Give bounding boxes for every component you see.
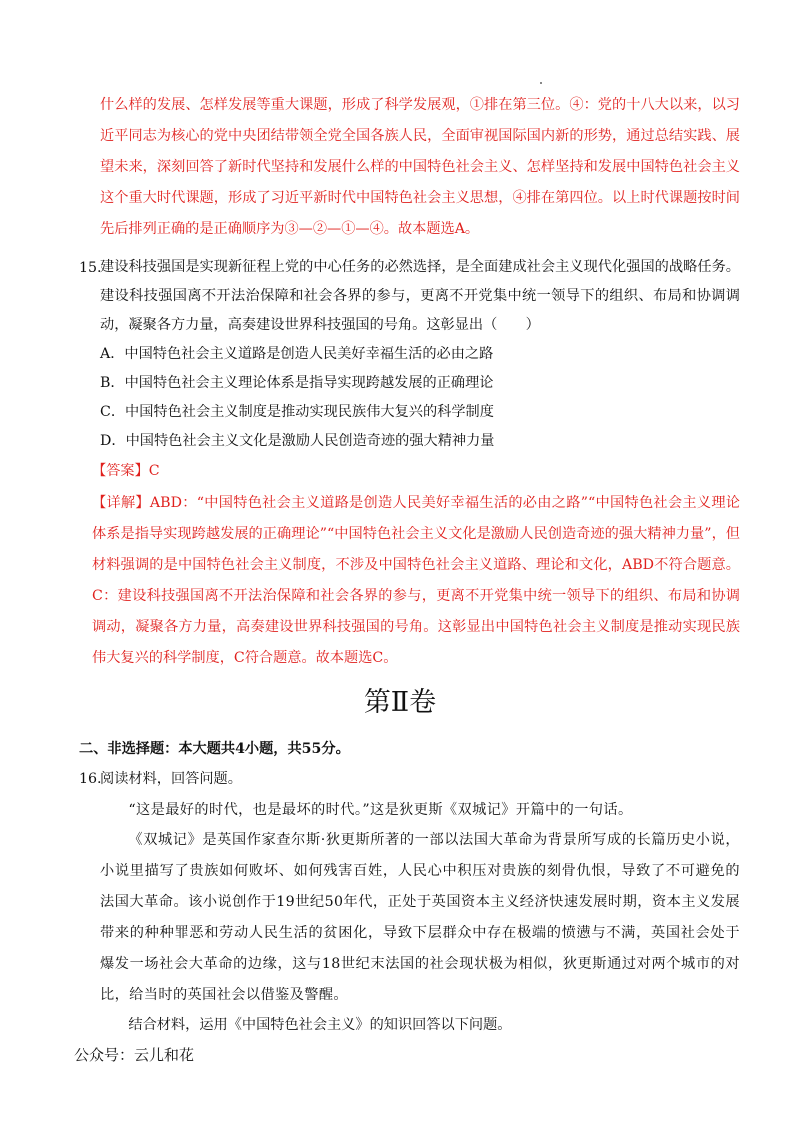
q15-answer: 【答案】C <box>92 463 160 479</box>
q16-material-body: 《双城记》是英国作家查尔斯·狄更斯所著的一部以法国大革命为背景所写成的长篇历史小说，小说里描写了贵族如何败坏、如何残害百姓，人民心中积压对贵族的刻骨仇恨，导致了不可避免的法国大革命。该小说创作于19世纪50年代，正处于英国资本主义经济快速发展时期，资本主义发展带来的种种罪恶和劳动人民生活的贫困化，导致下层群众中存在极端的愤懑与不满，英国社会处于爆发一场社会大革命的边缘，这与18世纪末法国的社会现状极为相似，狄更斯通过对两个城市的对比，给当时的英国社会以借鉴及警醒。 <box>100 832 740 1003</box>
q15-stem: 建设科技强国是实现新征程上党的中心任务的必然选择，是全面建成社会主义现代化强国的战略任务。建设科技强国离不开法治保障和社会各界的参与，更离不开党集中统一领导下的组织、布局和协调调动，凝聚各方力量，高奏建设世界科技强国的号角。这彰显出（ ） <box>100 259 740 333</box>
q16-material-quote: “这是最好的时代，也是最坏的时代。”这是狄更斯《双城记》开篇中的一句话。 <box>128 802 633 818</box>
q15-detail: 【详解】ABD：“中国特色社会主义道路是创造人民美好幸福生活的必由之路”“中国特色社会主义理论体系是指导实现跨越发展的正确理论”“中国特色社会主义文化是激励人民创造奇迹的强大精神力量”，但材料强调的是中国特色社会主义制度，不涉及中国特色社会主义道路、理论和文化，ABD不符合题意。C：建设科技强国离不开法治保障和社会各界的参与，更离不开党集中统一领导下的组织、布局和协调调动，凝聚各方力量，高奏建设世界科技强国的号角。这彰显出中国特色社会主义制度是推动实现民族伟大复兴的科学制度，C符合题意。故本题选C。 <box>92 495 740 666</box>
q14-explanation-continued: 什么样的发展、怎样发展等重大课题，形成了科学发展观，①排在第三位。④：党的十八大以来，以习近平同志为核心的党中央团结带领全党全国各族人民，全面审视国际国内新的形势，通过总结实践、展望未来，深刻回答了新时代坚持和发展什么样的中国特色社会主义、怎样坚持和发展中国特色社会主义这个重大时代课题，形成了习近平新时代中国特色社会主义思想，④排在第四位。以上时代课题按时间先后排列正确的是正确顺序为③—②—①—④。故本题选A。 <box>100 97 740 237</box>
volume-title: 第Ⅱ卷 <box>363 687 437 718</box>
q15-option-c: C．中国特色社会主义制度是推动实现民族伟大复兴的科学制度 <box>100 404 494 420</box>
section-heading: 二、非选择题：本大题共4小题，共55分。 <box>79 741 350 757</box>
q15-option-b: B．中国特色社会主义理论体系是指导实现跨越发展的正确理论 <box>100 375 494 391</box>
q15-option-d: D．中国特色社会主义文化是激励人民创造奇迹的强大精神力量 <box>100 433 495 449</box>
stray-dot <box>540 82 542 84</box>
q16-prompt: 结合材料，运用《中国特色社会主义》的知识回答以下问题。 <box>128 1017 512 1033</box>
footer-watermark: 公众号：云儿和花 <box>74 1046 195 1064</box>
q15-number: 15. <box>79 260 102 276</box>
q15-option-a: A．中国特色社会主义道路是创造人民美好幸福生活的必由之路 <box>100 346 494 362</box>
q16-intro: 阅读材料，回答问题。 <box>100 771 242 787</box>
q16-number: 16. <box>79 771 102 787</box>
